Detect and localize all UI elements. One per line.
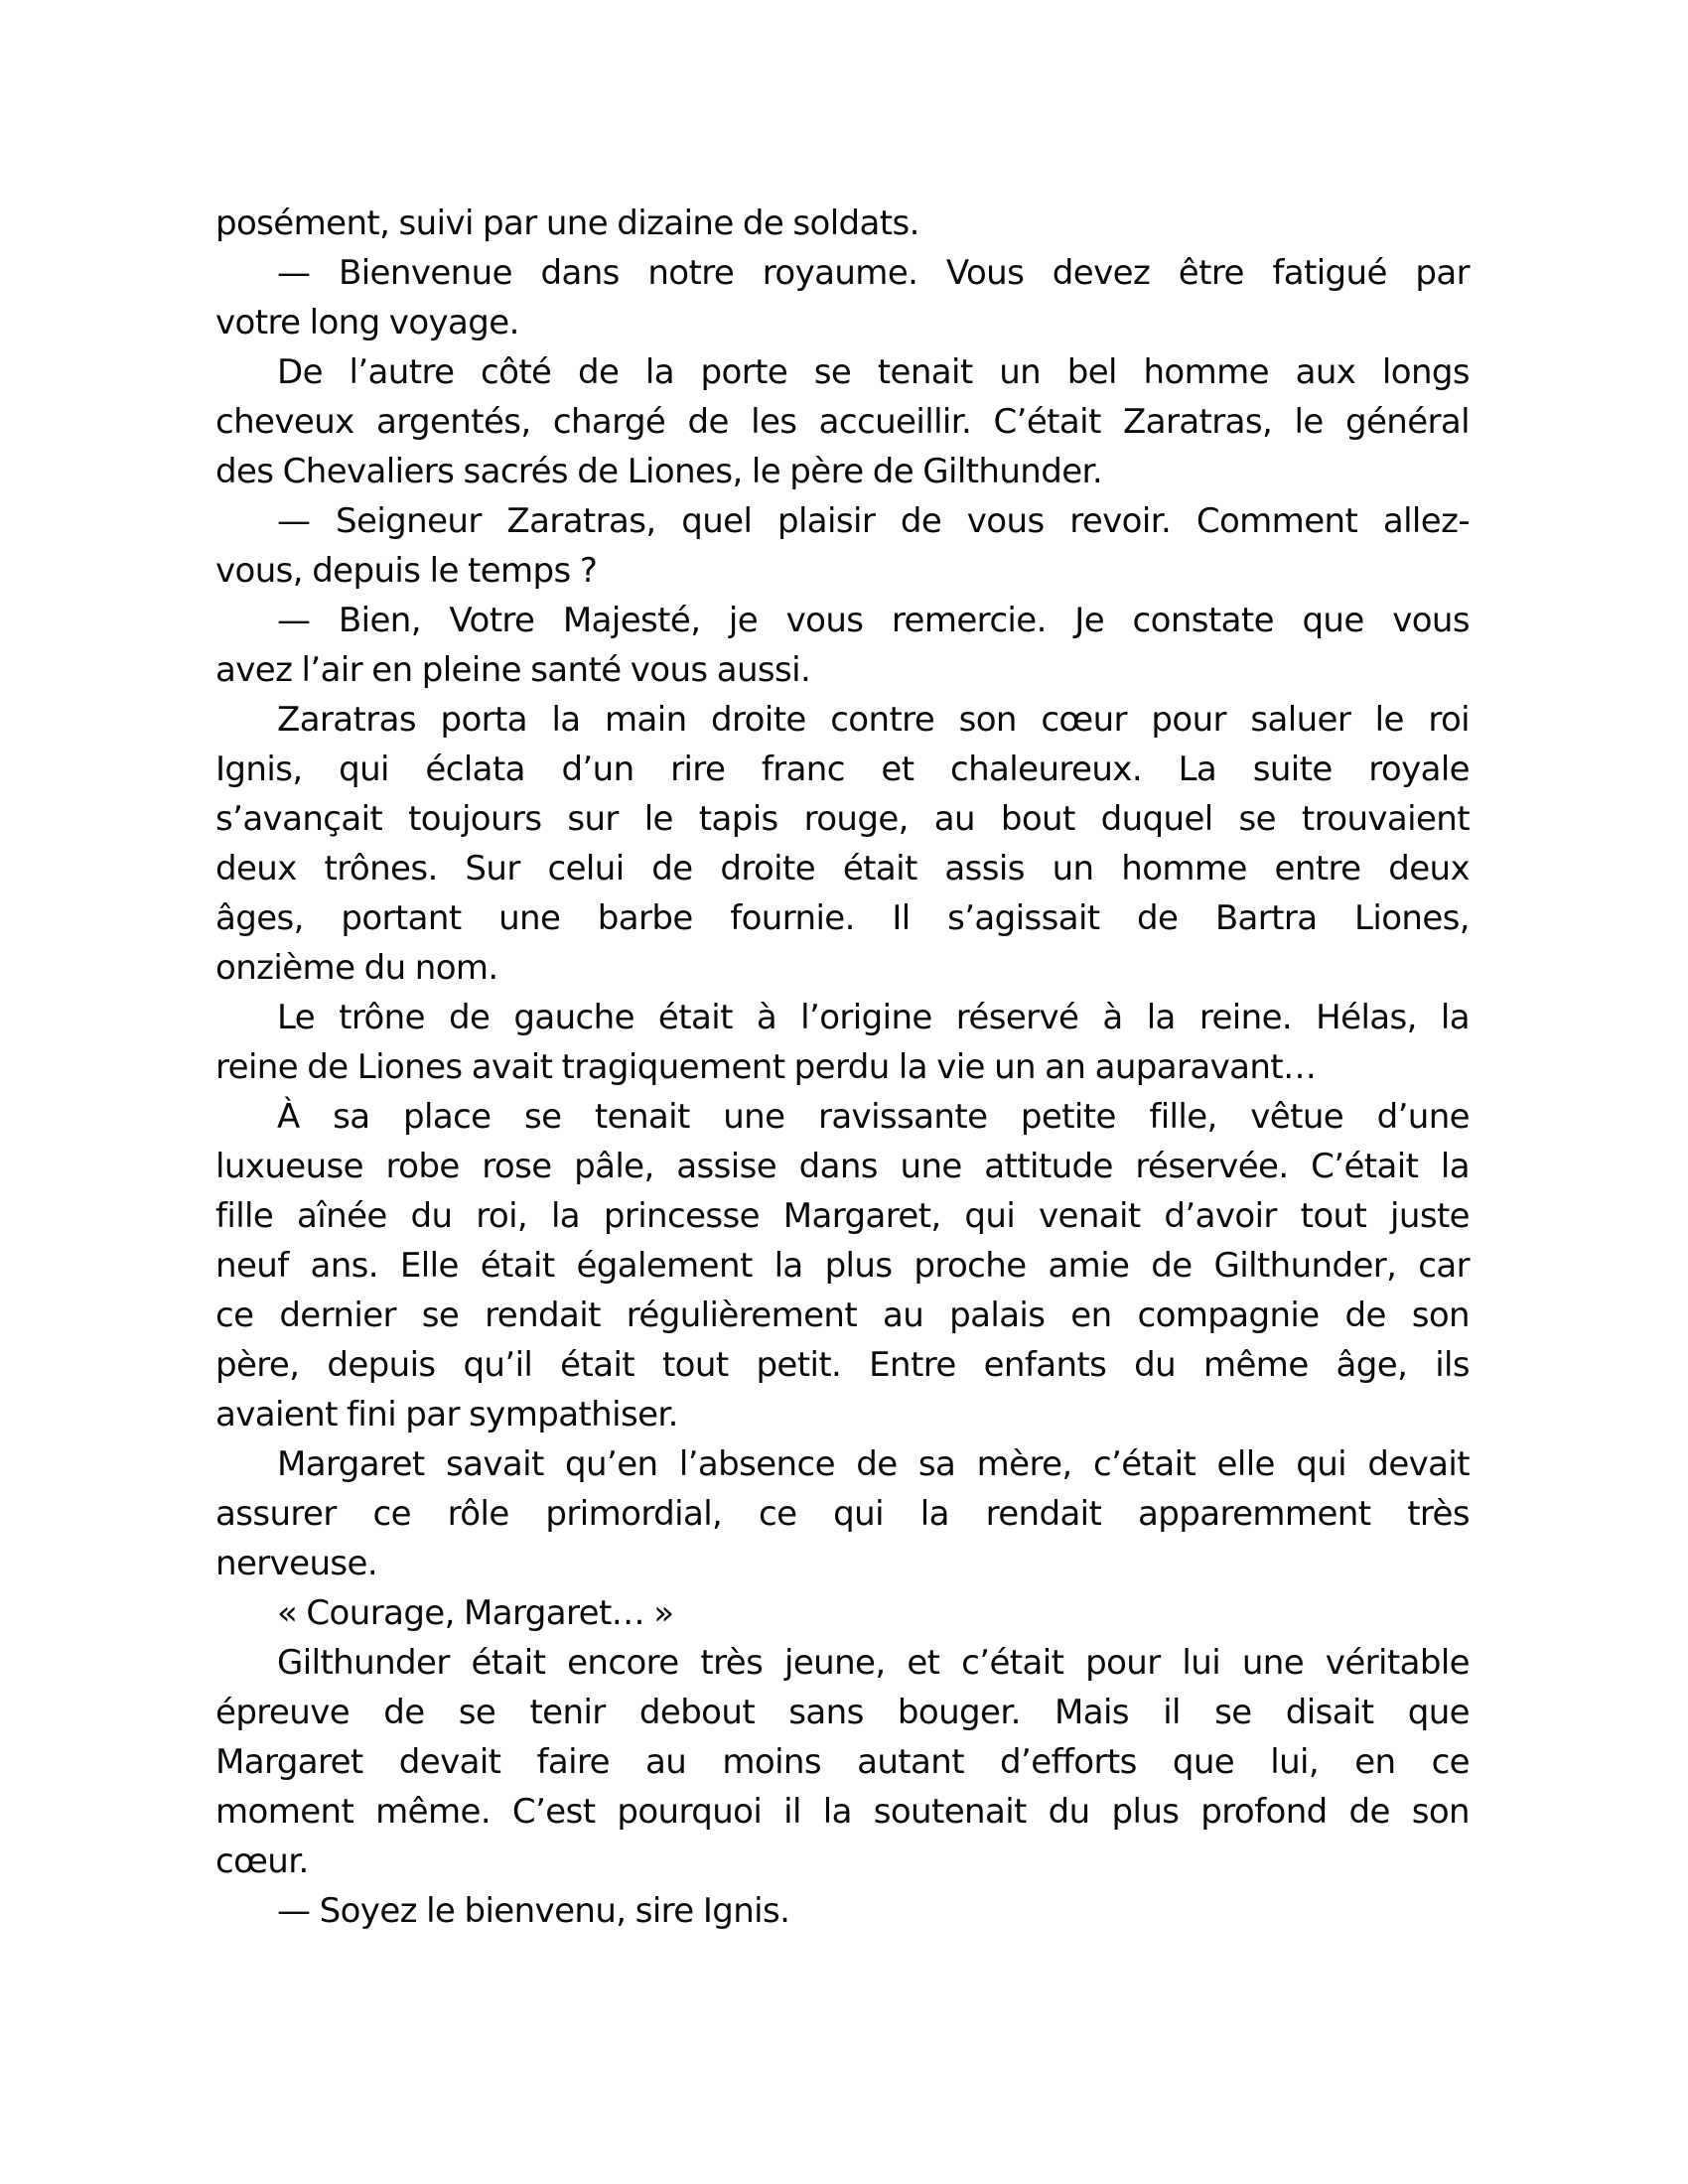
text-line: fille aînée du roi, la princesse Margaret, qui venait d’avoir tout juste xyxy=(215,1196,1470,1236)
text-line: posément, suivi par une dizaine de soldats. xyxy=(215,204,919,243)
text-line: — Seigneur Zaratras, quel plaisir de vous revoir. Comment allez- xyxy=(277,501,1470,541)
text-line: reine de Liones avait tragiquement perdu la vie un an auparavant… xyxy=(215,1047,1317,1087)
document-page xyxy=(215,199,1470,1936)
text-line: ce dernier se rendait régulièrement au palais en compagnie de son xyxy=(215,1296,1470,1335)
paragraph xyxy=(215,596,1470,695)
text-line: des Chevaliers sacrés de Liones, le père de Gilthunder. xyxy=(215,452,1103,491)
paragraph xyxy=(215,496,1470,596)
text-line: « Courage, Margaret… » xyxy=(277,1593,674,1633)
text-line: — Bienvenue dans notre royaume. Vous devez être fatigué par xyxy=(277,253,1470,293)
paragraph xyxy=(215,1638,1470,1886)
text-line: À sa place se tenait une ravissante petite fille, vêtue d’une xyxy=(277,1097,1470,1137)
text-line: votre long voyage. xyxy=(215,303,519,342)
paragraph xyxy=(215,695,1470,993)
paragraph xyxy=(215,199,1470,248)
text-line: Gilthunder était encore très jeune, et c’était pour lui une véritable xyxy=(277,1643,1470,1683)
text-line: luxueuse robe rose pâle, assise dans une attitude réservée. C’était la xyxy=(215,1147,1470,1186)
text-line: vous, depuis le temps ? xyxy=(215,551,598,591)
text-line: nerveuse. xyxy=(215,1544,378,1583)
paragraph xyxy=(215,248,1470,347)
text-line: onzième du nom. xyxy=(215,948,498,988)
text-line: deux trônes. Sur celui de droite était assis un homme entre deux xyxy=(215,849,1470,888)
text-line: père, depuis qu’il était tout petit. Entre enfants du même âge, ils xyxy=(215,1345,1470,1385)
text-line: — Bien, Votre Majesté, je vous remercie. Je constate que vous xyxy=(277,601,1470,640)
text-line: — Soyez le bienvenu, sire Ignis. xyxy=(277,1891,790,1931)
text-line: cœur. xyxy=(215,1842,309,1881)
text-line: avaient fini par sympathiser. xyxy=(215,1395,678,1434)
paragraph xyxy=(215,1886,1470,1936)
text-line: moment même. C’est pourquoi il la soutenait du plus profond de son xyxy=(215,1792,1470,1832)
text-line: Zaratras porta la main droite contre son cœur pour saluer le roi xyxy=(277,700,1470,740)
text-line: Margaret savait qu’en l’absence de sa mère, c’était elle qui devait xyxy=(277,1444,1470,1484)
text-line: Ignis, qui éclata d’un rire franc et chaleureux. La suite royale xyxy=(215,750,1470,789)
text-line: assurer ce rôle primordial, ce qui la rendait apparemment très xyxy=(215,1494,1470,1534)
paragraph xyxy=(215,347,1470,496)
text-line: Margaret devait faire au moins autant d’efforts que lui, en ce xyxy=(215,1742,1470,1782)
text-line: épreuve de se tenir debout sans bouger. Mais il se disait que xyxy=(215,1693,1470,1732)
paragraph xyxy=(215,993,1470,1092)
text-line: âges, portant une barbe fournie. Il s’agissait de Bartra Liones, xyxy=(215,898,1470,938)
text-line: Le trône de gauche était à l’origine réservé à la reine. Hélas, la xyxy=(277,998,1470,1037)
text-line: s’avançait toujours sur le tapis rouge, au bout duquel se trouvaient xyxy=(215,799,1470,839)
text-line: avez l’air en pleine santé vous aussi. xyxy=(215,650,811,690)
text-line: cheveux argentés, chargé de les accueillir. C’était Zaratras, le général xyxy=(215,402,1470,442)
paragraph xyxy=(215,1439,1470,1588)
text-line: neuf ans. Elle était également la plus proche amie de Gilthunder, car xyxy=(215,1246,1470,1286)
text-line: De l’autre côté de la porte se tenait un bel homme aux longs xyxy=(277,352,1470,392)
paragraph xyxy=(215,1588,1470,1638)
paragraph xyxy=(215,1092,1470,1439)
